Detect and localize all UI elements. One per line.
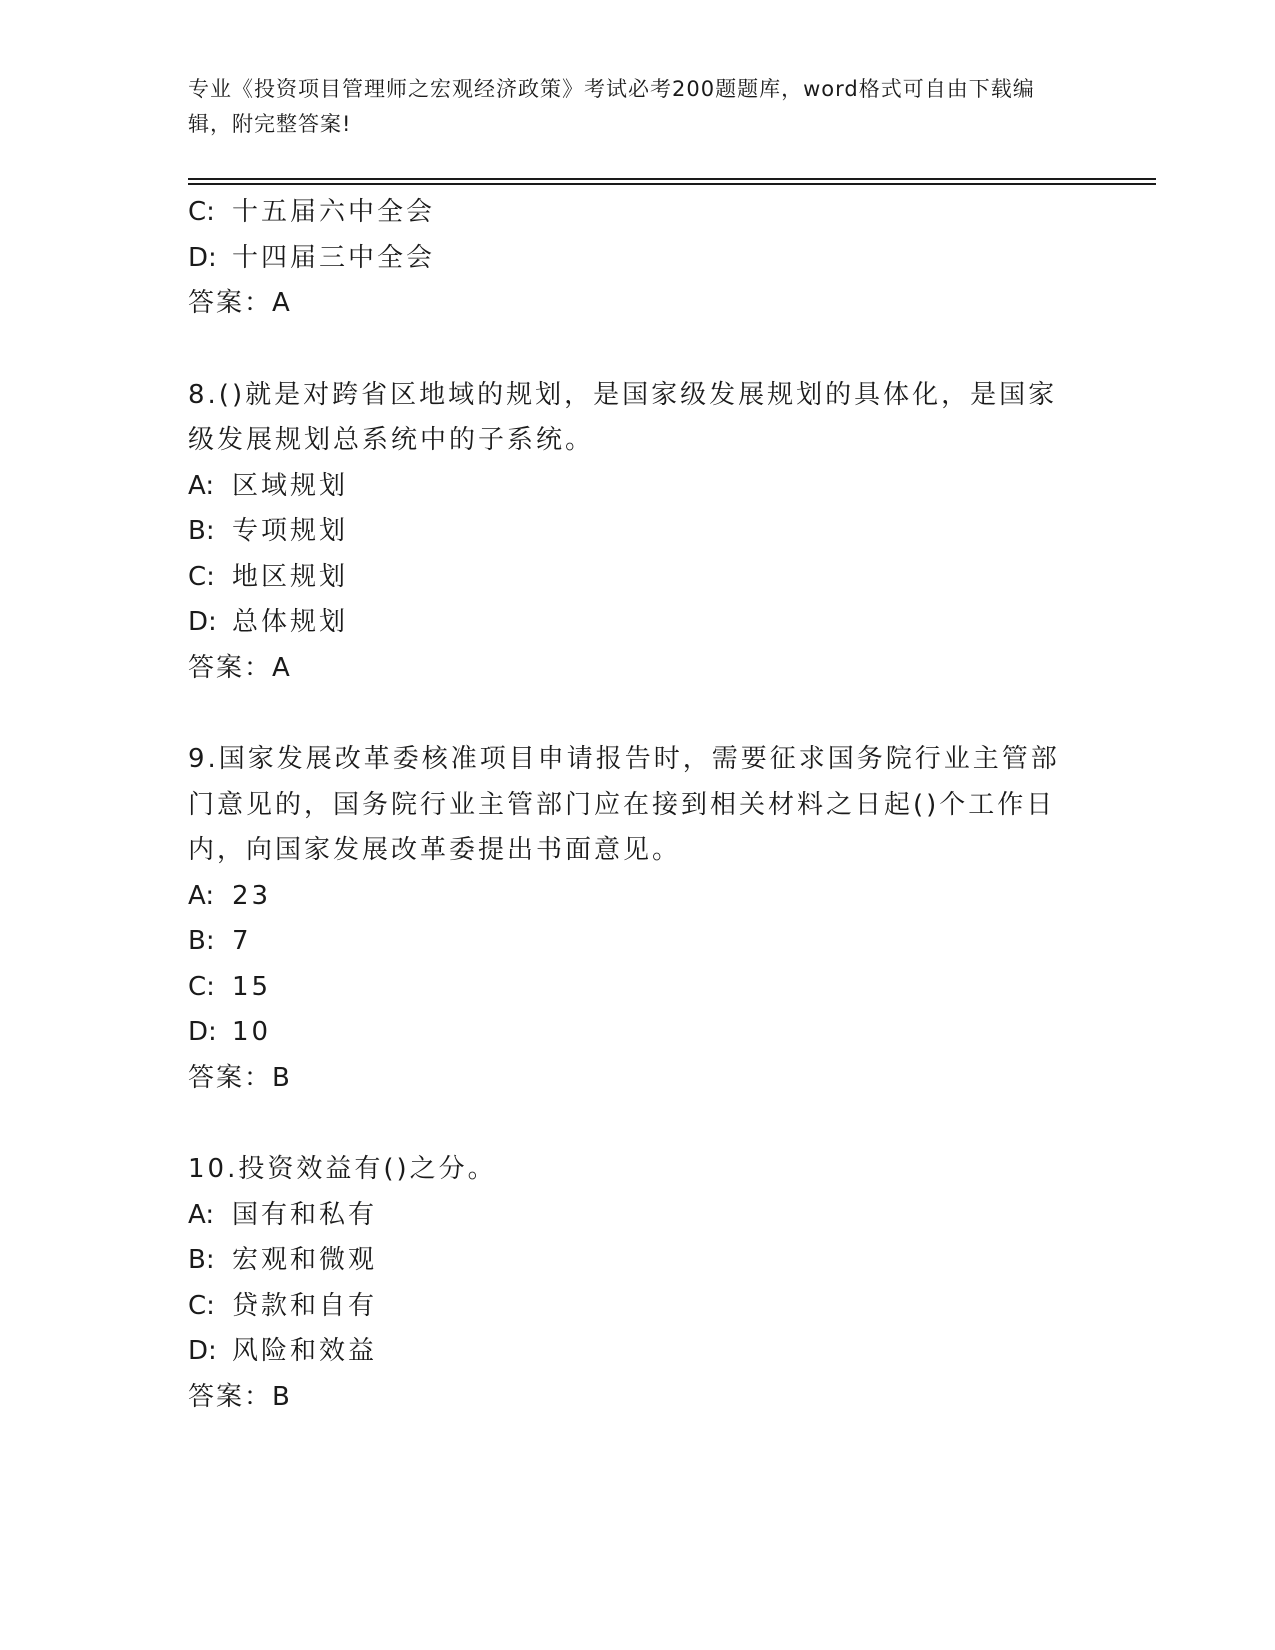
answer-line [188,281,1068,327]
option-letter: B: [188,516,215,546]
option-b [188,1238,1068,1284]
answer-value: A [272,652,291,683]
option-d [188,1010,1068,1056]
answer-line [188,1056,1068,1102]
option-letter: C: [188,561,215,592]
option-text: 7 [232,926,252,956]
option-text: 十四届三中全会 [232,242,436,273]
option-d [188,1329,1068,1375]
option-text: 区域规划 [232,470,349,501]
answer-label: 答案： [188,288,273,318]
option-text: 地区规划 [232,561,349,592]
question-stem: 10.投资效益有()之分。 [188,1154,497,1184]
answer-label: 答案： [188,652,273,683]
option-c [188,190,1068,236]
option-c [188,965,1068,1011]
option-text: 宏观和微观 [232,1245,378,1275]
answer-line [188,1375,1068,1421]
document-header: 专业《投资项目管理师之宏观经济政策》考试必考200题题库，word格式可自由下载编辑，附完整答案! [188,77,1035,136]
option-letter: B: [188,1245,215,1275]
question-9 [188,737,1068,1101]
option-c [188,1284,1068,1330]
option-c [188,555,1068,601]
option-text: 10 [232,1017,272,1047]
option-text: 15 [232,971,272,1002]
option-letter: C: [188,197,215,227]
option-letter: B: [188,926,215,956]
option-text: 总体规划 [232,607,349,637]
option-a [188,874,1068,920]
option-letter: D: [188,1336,217,1366]
option-letter: A: [188,1199,215,1230]
option-text: 专项规划 [232,516,349,546]
option-b [188,919,1068,965]
option-d [188,600,1068,646]
answer-line [188,646,1068,692]
option-letter: A: [188,880,215,911]
answer-value: B [272,1062,291,1093]
option-a [188,464,1068,510]
option-letter: D: [188,242,217,273]
option-d [188,236,1068,282]
option-text: 贷款和自有 [232,1290,378,1321]
option-a [188,1193,1068,1239]
answer-label: 答案： [188,1062,273,1093]
option-text: 国有和私有 [232,1199,378,1230]
option-text: 十五届六中全会 [232,197,436,227]
option-letter: D: [188,607,217,637]
question-10 [188,1147,1068,1420]
answer-value: A [272,288,291,318]
question-8 [188,373,1068,692]
option-text: 23 [232,880,272,911]
answer-label: 答案： [188,1381,273,1412]
answer-value: B [272,1381,291,1412]
question-7-continued [188,190,1068,327]
option-b [188,509,1068,555]
question-stem: 8.()就是对跨省区地域的规划，是国家级发展规划的具体化，是国家级发展规划总系统中的子系统。 [188,379,1058,455]
option-letter: D: [188,1017,217,1047]
header-divider-top [188,178,1156,180]
option-letter: A: [188,470,215,501]
header-divider-bottom [188,183,1156,185]
option-letter: C: [188,1290,215,1321]
question-list [188,190,1068,1420]
option-text: 风险和效益 [232,1336,378,1366]
option-letter: C: [188,971,215,1002]
question-stem: 9.国家发展改革委核准项目申请报告时，需要征求国务院行业主管部门意见的，国务院行业主管部门应在接到相关材料之日起()个工作日内，向国家发展改革委提出书面意见。 [188,744,1060,865]
